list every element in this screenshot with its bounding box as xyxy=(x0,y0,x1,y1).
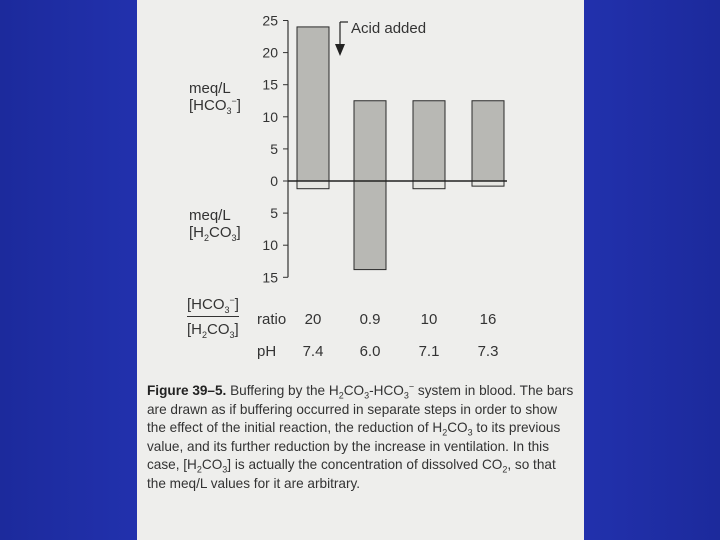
bar-hco3 xyxy=(413,101,445,181)
ph-label: pH xyxy=(257,343,277,360)
annotation-label: Acid added xyxy=(351,20,427,37)
y-tick-label: 5 xyxy=(270,140,278,157)
bar-h2co3 xyxy=(413,181,445,189)
ph-value: 6.0 xyxy=(359,343,381,360)
ratio-value: 20 xyxy=(304,311,322,328)
y-tick-label: 10 xyxy=(262,237,278,254)
ratio-denominator: $[H_2CO_3]$ xyxy=(187,321,239,340)
ratio-label: ratio xyxy=(257,311,287,328)
ph-value: 7.1 xyxy=(418,343,440,360)
ratio-numerator: $[HCO_3^-]$ xyxy=(187,295,239,315)
bar-h2co3 xyxy=(297,181,329,189)
y-tick-label: 0 xyxy=(270,173,278,189)
ratio-fraction xyxy=(187,296,239,338)
y-tick-label: 5 xyxy=(270,205,278,222)
ratio-value: 16 xyxy=(479,311,497,328)
bar-hco3 xyxy=(354,101,386,181)
bar-hco3 xyxy=(472,101,504,181)
y-tick-label: 10 xyxy=(262,108,278,125)
upper-axis-label xyxy=(189,80,241,114)
ratio-value: 0.9 xyxy=(359,311,381,328)
ph-value: 7.3 xyxy=(477,343,499,360)
ratio-value: 10 xyxy=(420,311,438,328)
lower-axis-label xyxy=(189,207,241,241)
y-tick-label: 20 xyxy=(262,44,278,61)
upper-axis-label-line2: $[HCO_3^-]$ xyxy=(189,96,241,116)
y-tick-label: 25 xyxy=(262,12,278,29)
y-tick-label: 15 xyxy=(262,269,278,286)
annotation-arrowhead xyxy=(335,44,345,56)
upper-axis-label-line1: meq/L xyxy=(189,80,231,97)
figure-caption: Figure 39–5. Buffering by the $H_2CO_3-HCO_3^-$ system in blood. The bars are drawn as if buffering occurred in separate steps in order to show the effect of the initial reaction, the reduction of $H_2CO_3$ to its previous value, and its further reduction by the increase in ventilation. In this case, $[H_2CO_3]$ is actually the concentration of dissolved $CO_2$, so that the meq/L values for it are arbitrary. xyxy=(147,381,574,491)
bar-hco3 xyxy=(297,27,329,181)
lower-axis-label-line2: $[H_2CO_3]$ xyxy=(189,224,241,243)
lower-axis-label-line1: meq/L xyxy=(189,207,231,224)
slide xyxy=(137,0,584,540)
figure-label: Figure 39–5. xyxy=(147,383,227,398)
ph-value: 7.4 xyxy=(302,343,324,360)
y-tick-label: 15 xyxy=(262,76,278,93)
bar-h2co3 xyxy=(354,181,386,270)
